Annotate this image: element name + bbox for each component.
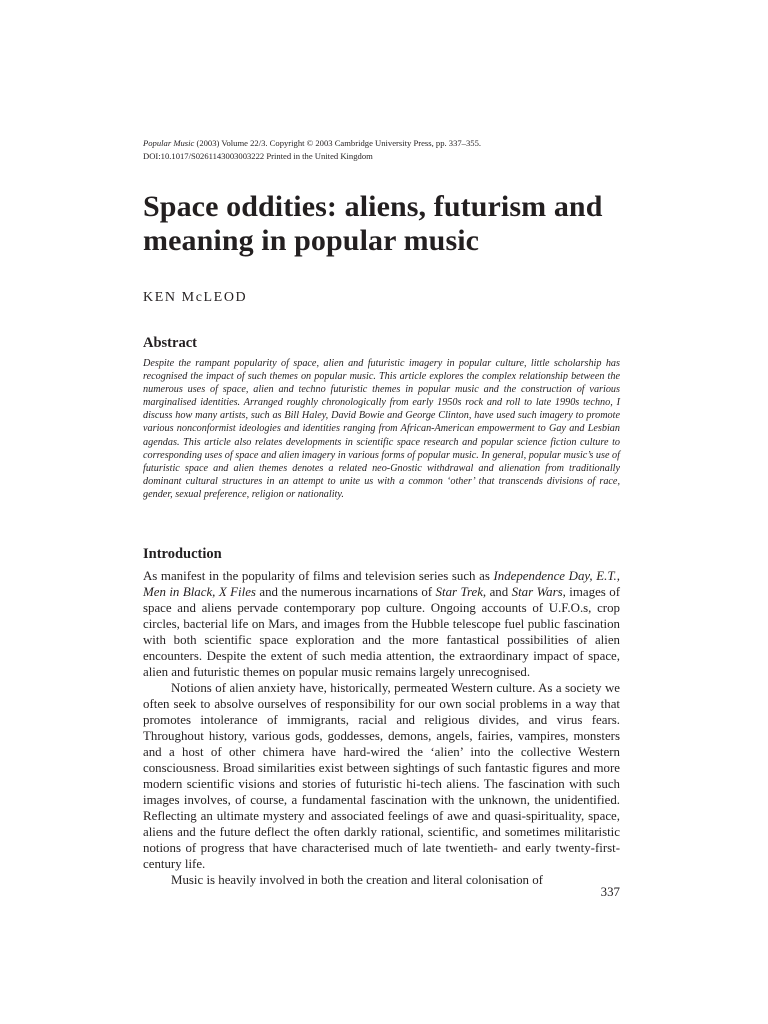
star-wars-title: Star Wars [511,585,563,599]
abstract-heading: Abstract [143,335,197,351]
page-number: 337 [600,885,620,899]
doi-line: DOI:10.1017/S0261143003003222 Printed in the United Kingdom [143,151,373,161]
star-trek-title: Star Trek [435,585,483,599]
paragraph-1-text-1: As manifest in the popularity of films and television series such as [143,569,494,583]
article-title: Space oddities: aliens, futurism and meaning in popular music [143,190,603,257]
abstract-text: Despite the rampant popularity of space, alien and futuristic imagery in popular culture, little scholarship has recognised the impact of such themes on popular music. This article explores the complex relationship between the numerous uses of space, alien and techno futuristic themes in popular music and the construction of various marginalised identities. Arranged roughly chronologically from early 1950s rock and roll to late 1990s techno, I discuss how many artists, such as Bill Haley, David Bowie and George Clinton, have used such imagery to promote various nonconformist ideologies and identities ranging from African-American empowerment to Gay and Lesbian agendas. This article also relates developments in scientific space research and popular science fiction culture to corresponding uses of space and alien imagery in various forms of popular music. In general, popular music’s use of futuristic space and alien themes denotes a related neo-Gnostic withdrawal and alienation from traditionally dominant cultural structures in an attempt to unite us with a common ‘other’ that transcends divisions of race, gender, sexual preference, religion or nationality. [143,358,620,500]
paragraph-1 [143,568,620,680]
citation-header [143,134,620,165]
citation-details: (2003) Volume 22/3. Copyright © 2003 Cambridge University Press, pp. 337–355. [194,138,482,148]
introduction-heading: Introduction [143,546,222,562]
paragraph-1-text-2: and the numerous incarnations of [255,585,436,599]
paragraph-3: Music is heavily involved in both the creation and literal colonisation of [171,873,543,887]
paragraph-1-text-3: , and [482,585,512,599]
author-name: KEN McLEOD [143,290,248,305]
paragraph-1-text-4: , images of space and aliens pervade contemporary pop culture. Ongoing accounts of U.F.O.s, crop circles, bacterial life on Mars, and images from the Hubble telescope fuel public fascination with both scientific space exploration and the more fantastical possibilities of alien encounters. Despite the extent of such media attention, the extraordinary impact of space, alien and futuristic themes on popular music remains largely unrecognised. [143,585,620,679]
film-titles: Independence Day, E.T., Men in Black, X Files [143,569,620,599]
journal-name: Popular Music [143,138,195,148]
paragraph-2: Notions of alien anxiety have, historically, permeated Western culture. As a society we often seek to absolve ourselves of responsibility for our own social problems in a way that promotes intolerance of immigrants, racial and religious divides, and virus fears. Throughout history, various gods, goddesses, demons, angels, fairies, vampires, monsters and a host of other chimera have hard-wired the ‘alien’ into the collective Western consciousness. Broad similarities exist between sightings of such fantastic figures and more modern scientific visions and stories of futuristic hi-tech aliens. The fascination with such images involves, of course, a fundamental fascination with the unknown, the unidentified. Reflecting an ultimate mystery and associated feelings of awe and quasi-spirituality, space, aliens and the future deflect the often darkly rational, scientific, and sometimes militaristic notions of progress that have characterised much of late twentieth- and early twenty-first-century life. [143,681,620,871]
introduction-body [143,568,620,888]
